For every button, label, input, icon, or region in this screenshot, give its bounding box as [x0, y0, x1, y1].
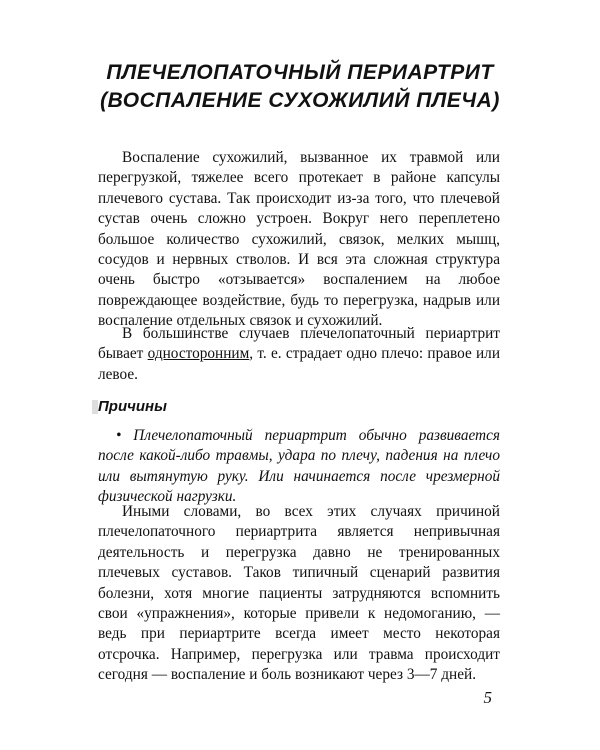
bullet-text: Плечелопаточный периартрит обычно развивается после какой-либо травмы, удара по плечу, падения на плечо или вытянутую руку. Или начинается после чрезмерной физической нагрузки. — [98, 427, 501, 506]
page-title-line-2: (ВОСПАЛЕНИЕ СУХОЖИЛИЙ ПЛЕЧА) — [100, 89, 500, 112]
paragraph-unilateral — [98, 324, 500, 385]
page-number: 5 — [483, 688, 492, 707]
paragraph-unilateral-end: , т. е. страдает одно плечо: правое или левое. — [98, 345, 501, 383]
section-heading-causes: Причины — [98, 398, 167, 415]
paragraph-unilateral-start: В большинстве случаев плечелопаточный периартрит бывает — [98, 325, 500, 363]
paragraph-explanation: Иными словами, во всех этих случаях причиной плечелопаточного периартрита является непривычная деятельность и перегрузка давно не тренированных плечевых суставов. Таков типичный сценарий развития болезни, хотя многие пациенты затрудняются вспомнить свои «упражнения», которые привели к недомоганию, — ведь при периартрите всегда имеет место некоторая отсрочка. Например, перегрузка или травма происходит сегодня — воспаление и боль возникают через 3—7 дней. — [98, 503, 500, 684]
underlined-term: односторонним — [147, 345, 250, 363]
page-title-line-1: ПЛЕЧЕЛОПАТОЧНЫЙ ПЕРИАРТРИТ — [106, 61, 494, 84]
bullet-marker: • — [116, 427, 122, 444]
bullet-item — [98, 426, 500, 508]
paragraph-intro: Воспаление сухожилий, вызванное их травмой или перегрузкой, тяжелее всего протекает в районе капсулы плечевого сустава. Так происходит из-за того, что плечевой сустав очень сложно устроен. Вокруг него переплетено большое количество сухожилий, связок, мелких мышц, сосудов и нервных стволов. И вся эта сложная структура очень быстро «отзывается» воспалением на любое повреждающее воздействие, будь то перегрузка, надрыв или воспаление отдельных связок и сухожилий. — [98, 149, 500, 330]
